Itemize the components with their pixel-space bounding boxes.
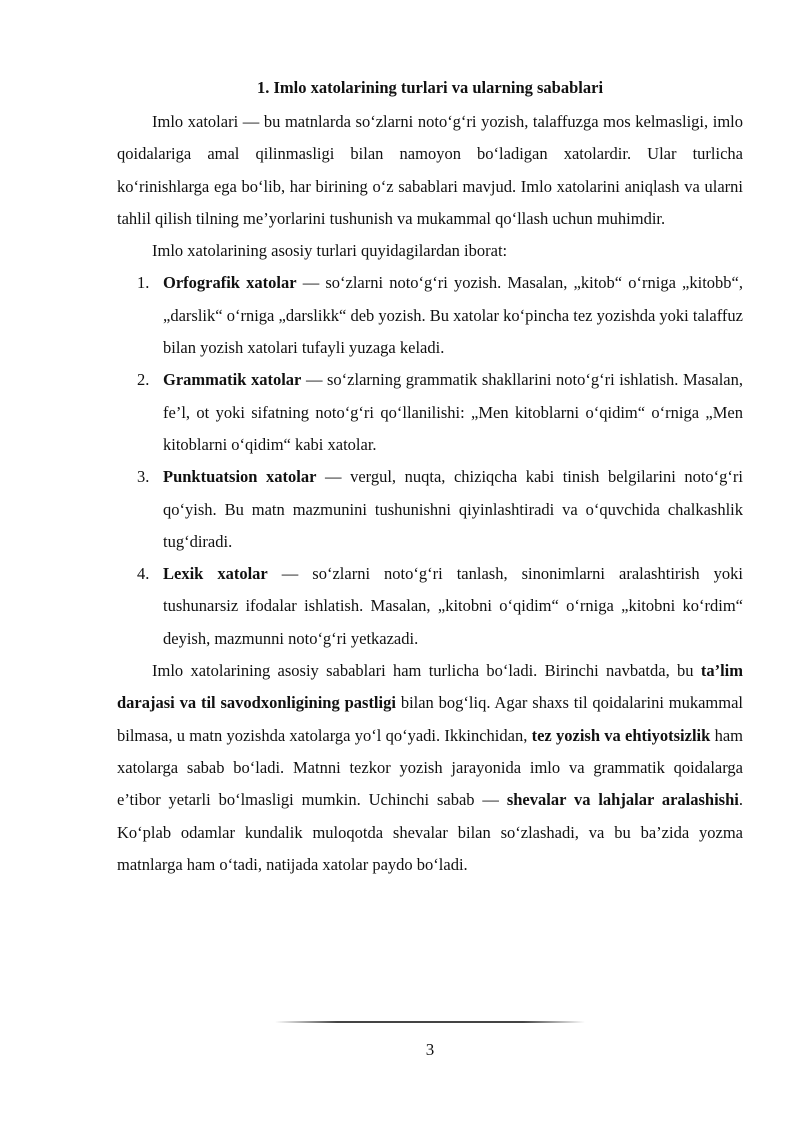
list-item xyxy=(117,267,743,364)
causes-bold-2: tez yozish va ehtiyotsizlik xyxy=(531,725,711,745)
list-item-description: — vergul, nuqta, chiziqcha kabi tinish belgilarini noto‘g‘ri qo‘yish. Bu matn mazmunini tushunishni qiyinlashtiradi va o‘quvchida chalkashlik tug‘diradi. xyxy=(163,467,744,551)
list-item-description: — so‘zlarni noto‘g‘ri tanlash, sinonimlarni aralashtirish yoki tushunarsiz ifodalar ishlatish. Masalan, „kitobni o‘qidim“ o‘rniga „kitobni ko‘rdim“ deyish, mazmunni noto‘g‘ri yetkazadi. xyxy=(163,564,743,648)
page-number: 3 xyxy=(425,1040,435,1059)
list-item-description: — so‘zlarni noto‘g‘ri yozish. Masalan, „kitob“ o‘rniga „kitobb“, „darslik“ o‘rniga „darslikk“ deb yozish. Bu xatolar ko‘pincha tez yozishda yoki talaffuz bilan yozish xatolari tufayli yuzaga keladi. xyxy=(163,273,743,358)
list-item-term: Punktuatsion xatolar xyxy=(163,467,317,487)
section-title: 1. Imlo xatolarining turlari va ularning sabablari xyxy=(256,78,604,97)
document-page xyxy=(117,76,743,881)
list-item-number: 1. xyxy=(137,273,150,293)
intro-paragraph: Imlo xatolari — bu matnlarda so‘zlarni noto‘g‘ri yozish, talaffuzga mos kelmasligi, imlo qoidalariga amal qilinmasligi bilan namoyon bo‘ladigan xatolardir. Ular turlicha ko‘rinishlarga ega bo‘lib, har birining o‘z sabablari mavjud. Imlo xatolarini aniqlash va ularni tahlil qilish tilning me’yorlarini tushunish va mukammal qo‘llash uchun muhimdir. xyxy=(117,112,743,228)
causes-paragraph xyxy=(117,655,743,881)
causes-text-2: bilan bog‘liq. Agar shaxs til qoidalarini mukammal bilmasa, u matn yozishda xatolarga yo‘l qo‘yadi. Ikkinchidan, xyxy=(117,693,744,745)
list-item-term: Orfografik xatolar xyxy=(163,273,297,293)
causes-bold-1: ta’lim darajasi va til savodxonligining pastligi xyxy=(117,661,743,713)
list-item-number: 4. xyxy=(137,564,150,584)
list-item-description: — so‘zlarning grammatik shakllarini noto‘g‘ri ishlatish. Masalan, fe’l, ot yoki sifatning noto‘g‘ri qo‘llanilishi: „Men kitoblarni o‘qidim“ o‘rniga „Men kitoblarni o‘qidim“ kabi xatolar. xyxy=(163,370,743,454)
footer-divider xyxy=(275,1021,585,1023)
list-intro-paragraph: Imlo xatolarining asosiy turlari quyidagilardan iborat: xyxy=(152,241,508,261)
list-item-term: Lexik xatolar xyxy=(163,564,268,584)
causes-text-3: ham xatolarga sabab bo‘ladi. Matnni tezkor yozish jarayonida imlo va grammatik qoidalarga e’tibor yetarli bo‘lmasligi mumkin. Uchinchi sabab — xyxy=(117,725,743,810)
causes-text-4: . Ko‘plab odamlar kundalik muloqotda shevalar bilan so‘zlashadi, va bu ba’zida yozma matnlarga ham o‘tadi, natijada xatolar paydo bo‘ladi. xyxy=(117,790,743,874)
list-item-number: 3. xyxy=(137,467,150,487)
causes-bold-3: shevalar va lahjalar aralashishi xyxy=(506,790,739,810)
list-item-number: 2. xyxy=(137,370,150,390)
list-item xyxy=(117,364,743,461)
list-item-term: Grammatik xatolar xyxy=(163,370,302,390)
list-item xyxy=(117,461,743,558)
list-item xyxy=(117,558,743,655)
error-types-list xyxy=(117,267,743,655)
causes-text-1: Imlo xatolarining asosiy sabablari ham turlicha bo‘ladi. Birinchi navbatda, bu xyxy=(152,661,701,681)
